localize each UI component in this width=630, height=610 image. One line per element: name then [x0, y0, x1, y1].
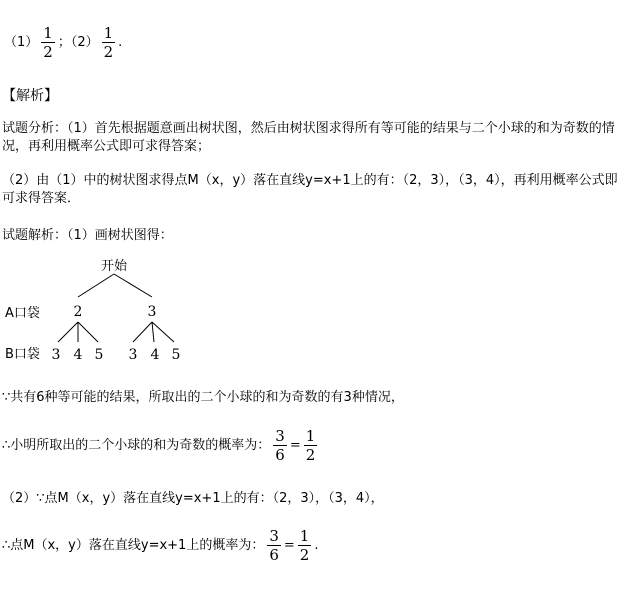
tree-b-node: 5 — [171, 347, 181, 363]
tree-b-node: 3 — [51, 347, 61, 363]
tree-row-b-label: B口袋 — [5, 347, 40, 362]
fraction-numerator: 3 — [269, 527, 279, 545]
tree-edge — [133, 322, 152, 342]
tree-edge — [58, 322, 78, 342]
fraction-denominator: 2 — [299, 546, 310, 564]
fraction-numerator: 1 — [43, 24, 53, 42]
tree-root-label: 开始 — [100, 259, 128, 274]
answer-line — [4, 24, 122, 61]
tree-b-node: 4 — [150, 347, 160, 363]
fraction-denominator: 6 — [275, 446, 285, 464]
probability-fraction — [267, 527, 281, 564]
tree-a-node: 2 — [73, 304, 83, 320]
equals-sign: = — [289, 438, 301, 453]
tree-edge — [78, 322, 98, 342]
tree-b-node: 3 — [128, 347, 138, 363]
tree-edge — [152, 322, 154, 342]
fraction-numerator: 1 — [299, 527, 310, 545]
fraction-numerator: 1 — [305, 427, 316, 445]
tree-edge — [78, 274, 114, 297]
solution-intro: 试题解析：（1）画树状图得： — [2, 228, 173, 243]
probability-line-2 — [2, 527, 318, 564]
end-mark: . — [314, 538, 319, 553]
probability-line-1 — [2, 427, 320, 464]
result-count-line: ∵共有6种等可能的结果，所取出的二个小球的和为奇数的有3种情况， — [2, 390, 404, 405]
probability-fraction — [273, 427, 287, 464]
answer-part1-label: （1） — [4, 35, 39, 50]
analysis-part1: 试题分析：（1）首先根据题意画出树状图，然后由树状图求得所有等可能的结果与二个小球的和为奇数的情况，再利用概率公式即可求得答案； — [2, 121, 615, 154]
tree-edge — [114, 274, 152, 297]
analysis-heading: 【解析】 — [2, 88, 58, 104]
answer-part1-fraction — [41, 24, 55, 61]
probability-fraction — [298, 527, 312, 564]
tree-b-node: 5 — [94, 347, 104, 363]
fraction-numerator: 3 — [275, 427, 285, 445]
tree-diagram — [0, 250, 200, 365]
fraction-numerator: 1 — [103, 24, 114, 42]
answer-part2-fraction — [102, 24, 116, 61]
probability-line-2-text: ∴点M（x，y）落在直线y=x+1上的概率为： — [2, 538, 265, 553]
answer-part2-label: （2） — [70, 35, 99, 50]
fraction-denominator: 2 — [43, 43, 53, 61]
analysis-part2: （2）由（1）中的树状图求得点M（x，y）落在直线y=x+1上的有：（2，3），（3，4），再利用概率公式即可求得答案． — [2, 173, 618, 206]
line-points-on-line: （2）∵点M（x，y）落在直线y=x+1上的有：（2，3），（3，4）， — [2, 491, 384, 506]
fraction-denominator: 2 — [305, 446, 316, 464]
fraction-denominator: 2 — [103, 43, 114, 61]
tree-row-a-label: A口袋 — [5, 306, 40, 321]
tree-a-node: 3 — [147, 304, 157, 320]
probability-fraction — [304, 427, 318, 464]
tree-b-node: 4 — [73, 347, 83, 363]
equals-sign: = — [283, 538, 295, 553]
probability-line-1-text: ∴小明所取出的二个小球的和为奇数的概率为： — [2, 438, 271, 453]
answer-separator: ； — [57, 35, 71, 50]
answer-end-mark: . — [118, 35, 123, 50]
fraction-denominator: 6 — [269, 546, 279, 564]
tree-edge — [152, 322, 174, 342]
